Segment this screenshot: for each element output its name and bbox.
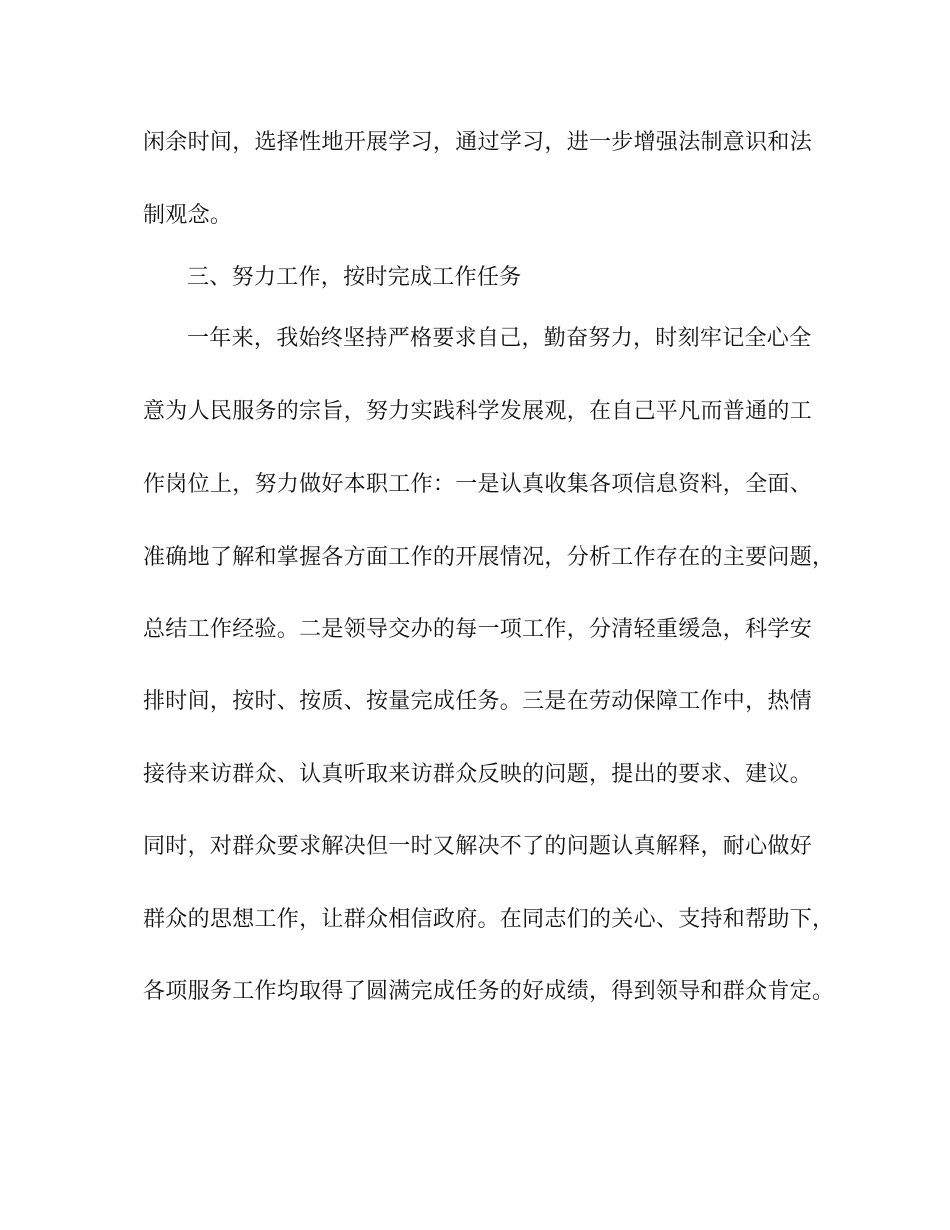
paragraph-line: 作岗位上，努力做好本职工作：一是认真收集各项信息资料，全面、 [143,472,813,497]
paragraph-line: 接待来访群众、认真听取来访群众反映的问题，提出的要求、建议。 [143,762,813,787]
section-heading: 三、努力工作，按时完成工作任务 [187,265,522,290]
paragraph-line: 准确地了解和掌握各方面工作的开展情况，分析工作存在的主要问题， [143,545,835,570]
paragraph-line: 总结工作经验。二是领导交办的每一项工作，分清轻重缓急，科学安 [143,617,813,642]
paragraph-line: 制观念。 [143,203,233,228]
paragraph-line: 群众的思想工作，让群众相信政府。在同志们的关心、支持和帮助下， [143,907,835,932]
paragraph-line: 一年来，我始终坚持严格要求自己，勤奋努力，时刻牢记全心全 [187,326,812,351]
paragraph-line: 各项服务工作均取得了圆满完成任务的好成绩，得到领导和群众肯定。 [143,979,835,1004]
paragraph-line: 意为人民服务的宗旨，努力实践科学发展观，在自己平凡而普通的工 [143,399,813,424]
paragraph-line: 闲余时间，选择性地开展学习，通过学习，进一步增强法制意识和法 [143,130,813,155]
paragraph-line: 同时，对群众要求解决但一时又解决不了的问题认真解释，耐心做好 [143,834,813,859]
paragraph-line: 排时间，按时、按质、按量完成任务。三是在劳动保障工作中，热情 [143,689,813,714]
